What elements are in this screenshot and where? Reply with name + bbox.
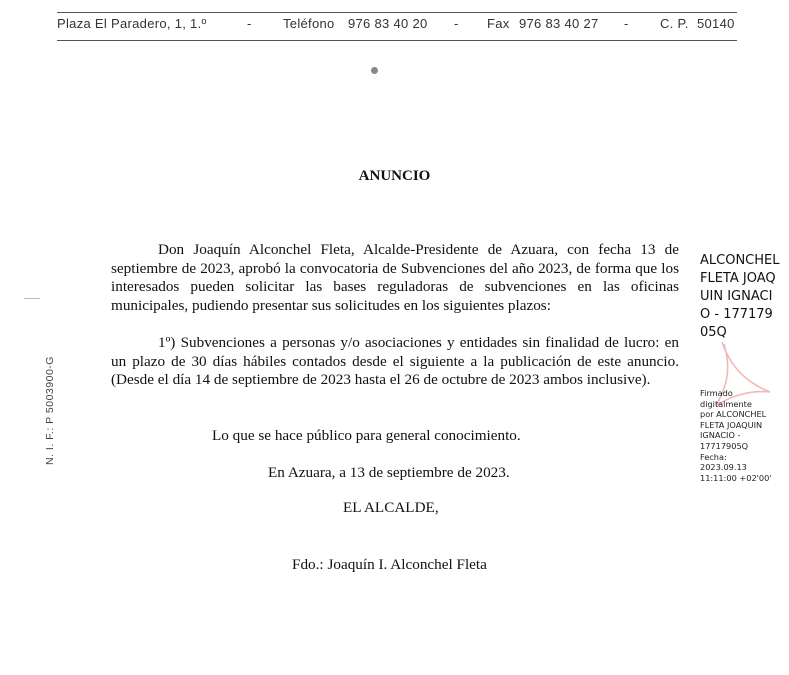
phone-label: Teléfono xyxy=(283,16,335,31)
signature-info-line: Fecha: xyxy=(700,451,727,462)
public-notice-line: Lo que se hace público para general conocimiento. xyxy=(212,427,521,444)
signature-info-line: 2023.09.13 xyxy=(700,462,747,473)
digital-signature-info xyxy=(700,388,780,483)
signature-info-line: FLETA JOAQUIN xyxy=(700,419,763,430)
postcode-label: C. P. xyxy=(660,16,689,31)
separator: - xyxy=(247,16,252,31)
phone-number: 976 83 40 20 xyxy=(348,16,428,31)
address: Plaza El Paradero, 1, 1.º xyxy=(57,16,207,31)
separator: - xyxy=(624,16,629,31)
punch-hole-mark xyxy=(371,67,378,74)
signature-info-line: digitalmente xyxy=(700,398,752,409)
letterhead-top-rule xyxy=(57,12,737,13)
paragraph-deadline xyxy=(111,334,679,390)
signature-info-line: 17717905Q xyxy=(700,440,749,451)
postcode: 50140 xyxy=(697,16,735,31)
signature-info-line: Firmado xyxy=(700,388,733,398)
signature-info-line: IGNACIO - xyxy=(700,430,741,441)
signature-info-line: por ALCONCHEL xyxy=(700,409,767,420)
paragraph-announcement-text: Don Joaquín Alconchel Fleta, Alcalde-Presidente de Azuara, con fecha 13 de septiembre de 2023, aprobó la convocatoria de Subvenciones del año 2023, de forma que los interesados pueden solicitar las bases reguladoras de subvenciones en las oficinas municipales, pudiendo presentar sus solicitudes en los siguientes plazos: xyxy=(111,241,679,314)
paragraph-deadline-text: 1º) Subvenciones a personas y/o asociaciones y entidades sin finalidad de lucro: en un plazo de 30 días hábiles contados desde el siguiente a la publicación de este anuncio. (Desde el día 14 de septiembre de 2023 hasta el 26 de octubre de 2023 ambos inclusive). xyxy=(111,334,679,389)
paragraph-announcement xyxy=(111,241,679,315)
signed-by-line: Fdo.: Joaquín I. Alconchel Fleta xyxy=(292,556,487,573)
digital-signature-name: ALCONCHEL FLETA JOAQUIN IGNACIO - 17717905Q xyxy=(700,253,780,340)
document-title: ANUNCIO xyxy=(358,168,431,184)
separator: - xyxy=(454,16,459,31)
signature-info-line: 11:11:00 +02'00' xyxy=(700,472,772,483)
nif-vertical-text: N. I. F.: P 5003900-G xyxy=(44,356,56,465)
letterhead-bar xyxy=(57,14,737,36)
fax-number: 976 83 40 27 xyxy=(519,16,599,31)
place-date-line: En Azuara, a 13 de septiembre de 2023. xyxy=(268,464,510,481)
letterhead-bottom-rule xyxy=(57,40,737,41)
signer-title: EL ALCALDE, xyxy=(343,499,439,516)
margin-mark xyxy=(24,298,40,299)
fax-label: Fax xyxy=(487,16,510,31)
